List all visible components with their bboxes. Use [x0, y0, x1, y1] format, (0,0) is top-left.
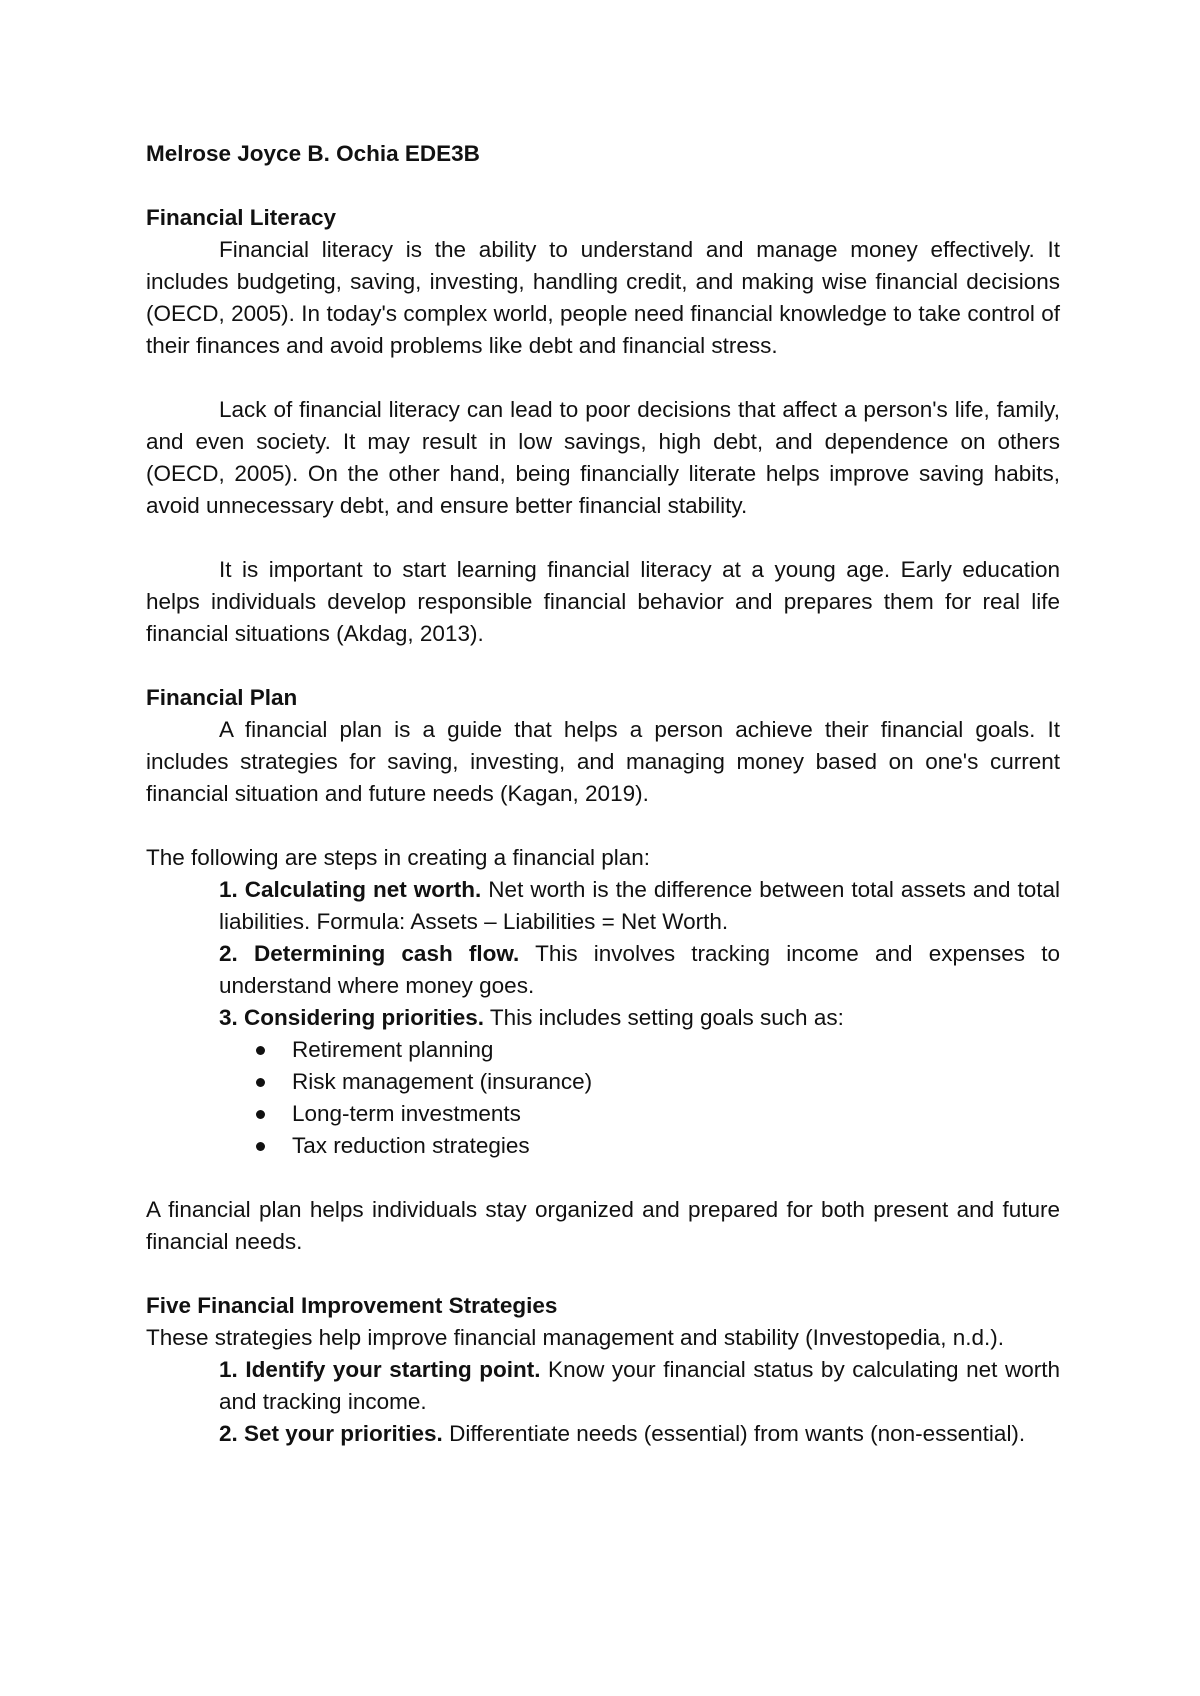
strategy-title: 1. Identify your starting point.: [219, 1357, 541, 1382]
list-item-text: Long-term investments: [292, 1101, 521, 1126]
strategy-item: [219, 1418, 1060, 1450]
bullet-icon: [256, 1142, 265, 1151]
list-item: [256, 1130, 1060, 1162]
step-title: 1. Calculating net worth.: [219, 877, 482, 902]
step-text: Net worth is the difference between total assets and total liabilities. Formula: Assets – Liabilities = Net Worth.: [219, 877, 1061, 934]
bullet-icon: [256, 1110, 265, 1119]
spacer: [146, 362, 1060, 394]
heading-financial-literacy: Financial Literacy: [146, 205, 337, 230]
paragraph: It is important to start learning financial literacy at a young age. Early education helps individuals develop responsible financial behavior and prepares them for real life financial situations (Akdag, 2013).: [146, 557, 1060, 646]
step-item: [219, 938, 1060, 1002]
spacer: [146, 1258, 1060, 1290]
paragraph: Lack of financial literacy can lead to poor decisions that affect a person's life, family, and even society. It may result in low savings, high debt, and dependence on others (OECD, 2005). On the other hand, being financially literate helps improve saving habits, avoid unnecessary debt, and ensure better financial stability.: [146, 397, 1060, 518]
step-title: 2. Determining cash flow.: [219, 941, 520, 966]
step-text: This involves tracking income and expenses to understand where money goes.: [219, 941, 1060, 998]
spacer: [146, 170, 1060, 202]
strategy-text: Differentiate needs (essential) from wants (non-essential).: [442, 1421, 1026, 1446]
strategy-text: Know your financial status by calculating net worth and tracking income.: [219, 1357, 1060, 1414]
heading-financial-plan: Financial Plan: [146, 685, 298, 710]
step-item: [219, 874, 1060, 938]
spacer: [146, 1162, 1060, 1194]
bullet-icon: [256, 1046, 265, 1055]
document-body: [146, 138, 1060, 1450]
list-item: [256, 1098, 1060, 1130]
spacer: [146, 522, 1060, 554]
paragraph: Financial literacy is the ability to understand and manage money effectively. It includes budgeting, saving, investing, handling credit, and making wise financial decisions (OECD, 2005). In today's complex world, people need financial knowledge to take control of their finances and avoid problems like debt and financial stress.: [146, 237, 1060, 358]
bullet-icon: [256, 1078, 265, 1087]
step-item: [219, 1002, 1060, 1034]
paragraph: A financial plan is a guide that helps a person achieve their financial goals. It includes strategies for saving, investing, and managing money based on one's current financial situation and future needs (Kagan, 2019).: [146, 717, 1060, 806]
heading-strategies: Five Financial Improvement Strategies: [146, 1293, 558, 1318]
paragraph: These strategies help improve financial management and stability (Investopedia, n.d.).: [146, 1325, 1004, 1350]
list-item-text: Retirement planning: [292, 1037, 494, 1062]
step-text: This includes setting goals such as:: [484, 1005, 844, 1030]
spacer: [146, 810, 1060, 842]
list-item: [256, 1034, 1060, 1066]
goals-list: [256, 1034, 1060, 1162]
list-item: [256, 1066, 1060, 1098]
author-line: Melrose Joyce B. Ochia EDE3B: [146, 141, 480, 166]
spacer: [146, 650, 1060, 682]
steps-intro: The following are steps in creating a financial plan:: [146, 845, 651, 870]
list-item-text: Tax reduction strategies: [292, 1133, 530, 1158]
list-item-text: Risk management (insurance): [292, 1069, 593, 1094]
paragraph: A financial plan helps individuals stay organized and prepared for both present and future financial needs.: [146, 1197, 1060, 1254]
strategy-item: [219, 1354, 1060, 1418]
step-title: 3. Considering priorities.: [219, 1005, 485, 1030]
strategy-title: 2. Set your priorities.: [219, 1421, 443, 1446]
